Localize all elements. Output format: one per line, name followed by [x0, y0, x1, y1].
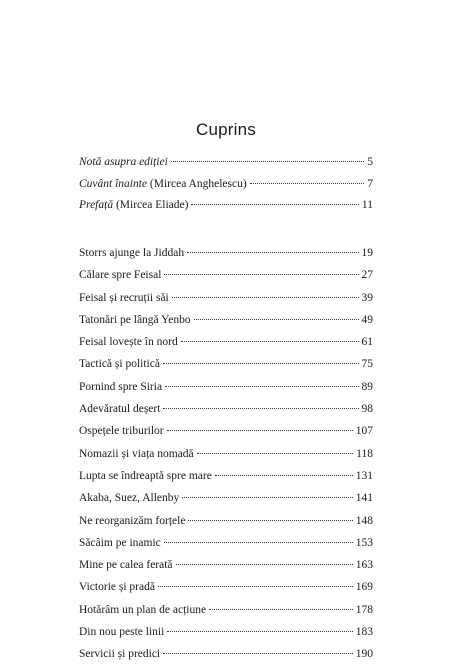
dot-leader [165, 386, 358, 387]
dot-leader [250, 183, 365, 184]
toc-page-number: 19 [361, 247, 373, 259]
toc-entry-label: Akaba, Suez, Allenby [79, 492, 180, 505]
toc-entry [79, 402, 373, 424]
toc-page-number: 27 [361, 269, 373, 282]
toc-entry-label: Victorie și pradă [79, 581, 155, 594]
toc-entry [79, 246, 373, 268]
toc-page-number: 89 [361, 380, 373, 393]
dot-leader [163, 363, 359, 364]
toc-entry-label: Lupta se îndreaptă spre mare [79, 469, 212, 482]
toc-entry [79, 177, 373, 199]
toc-entry [79, 625, 373, 647]
toc-page-number: 153 [355, 536, 373, 549]
dot-leader [182, 497, 352, 498]
dot-leader [167, 430, 353, 431]
front-matter-list [79, 155, 373, 220]
toc-entry-label: Storrs ajunge la Jiddah [79, 247, 185, 259]
dot-leader [209, 609, 353, 610]
dot-leader [158, 586, 353, 587]
toc-entry-rest: (Mircea Anghelescu) [147, 177, 247, 190]
toc-page-number: 118 [356, 447, 373, 460]
dot-leader [164, 542, 353, 543]
dot-leader [164, 274, 358, 275]
dot-leader [194, 319, 359, 320]
toc-page-number: 107 [355, 425, 373, 438]
toc-page-number: 49 [361, 313, 373, 326]
toc-entry-rest: (Mircea Eliade) [113, 199, 189, 211]
toc-entry [79, 357, 373, 379]
toc-entry-label [79, 177, 247, 191]
toc-entry [79, 155, 373, 177]
toc-entry-label: Feisal și recruții săi [79, 291, 169, 304]
toc-entry-italic: Prefață [79, 199, 114, 211]
toc-entry-label: Săcâim pe inamic [79, 536, 161, 549]
toc-entry-label: Feisal lovește în nord [79, 336, 178, 349]
toc-entry [79, 469, 373, 491]
toc-entry [79, 313, 373, 335]
toc-entry [79, 603, 373, 625]
toc-entry [79, 335, 373, 357]
dot-leader [215, 475, 353, 476]
toc-entry [79, 424, 373, 446]
toc-entry-label [79, 155, 168, 169]
dot-leader [167, 631, 352, 632]
toc-entry [79, 198, 373, 220]
toc-page-number: 11 [361, 199, 373, 211]
toc-page-number: 75 [361, 358, 373, 371]
toc-entry [79, 536, 373, 558]
toc-page-number: 178 [355, 603, 373, 616]
toc-entry [79, 647, 373, 669]
toc-entry-italic: Cuvânt înainte [79, 177, 148, 190]
toc-entry [79, 268, 373, 290]
toc-entry [79, 558, 373, 580]
dot-leader [181, 341, 359, 342]
toc-entry-italic: Notă asupra ediției [79, 156, 168, 168]
dot-leader [172, 297, 359, 298]
dot-leader [187, 252, 358, 253]
page-title: Cuprins [196, 120, 256, 139]
toc-page-number: 169 [355, 581, 373, 594]
dot-leader [188, 520, 352, 521]
toc-entry-label: Tactică și politică [79, 358, 160, 371]
dot-leader [191, 204, 358, 205]
toc-entry-label: Din nou peste linii [79, 626, 165, 639]
dot-leader [163, 408, 358, 409]
toc-page-number: 148 [355, 514, 373, 527]
toc-entry-label: Servicii și predici [79, 648, 161, 661]
toc-entry-label [79, 198, 188, 212]
toc-entry-label: Nomazii și viața nomadă [79, 447, 194, 460]
toc-page-number: 61 [361, 336, 373, 349]
toc-entry-label: Tatonări pe lângă Yenbo [79, 313, 191, 326]
toc-page-number: 131 [355, 469, 373, 482]
toc-entry-label: Călare spre Feisal [79, 269, 162, 282]
dot-leader [171, 161, 364, 162]
toc-page-number: 141 [355, 492, 373, 505]
toc-entry-label: Ne reorganizăm forțele [79, 514, 186, 527]
toc-entry [79, 447, 373, 469]
toc-entry [79, 491, 373, 513]
toc-page-number: 39 [361, 291, 373, 304]
chapter-list [79, 246, 373, 670]
dot-leader [176, 564, 353, 565]
toc-entry-label: Adevăratul deșert [79, 403, 161, 416]
toc-entry-label: Mine pe calea ferată [79, 559, 173, 572]
dot-leader [197, 453, 354, 454]
dot-leader [163, 653, 353, 654]
toc-entry [79, 291, 373, 313]
toc-entry-label: Pornind spre Siria [79, 380, 163, 393]
toc-entry-label: Hotărâm un plan de acțiune [79, 603, 207, 616]
toc-page-number: 183 [355, 626, 373, 639]
toc-entry [79, 380, 373, 402]
toc-entry-label: Ospețele triburilor [79, 425, 164, 438]
toc-page-number: 7 [367, 177, 373, 190]
toc-page-number: 190 [355, 648, 373, 661]
toc-page-number: 98 [361, 403, 373, 416]
toc-page-number: 5 [367, 156, 373, 168]
toc-entry [79, 514, 373, 536]
toc-page-number: 163 [355, 559, 373, 572]
